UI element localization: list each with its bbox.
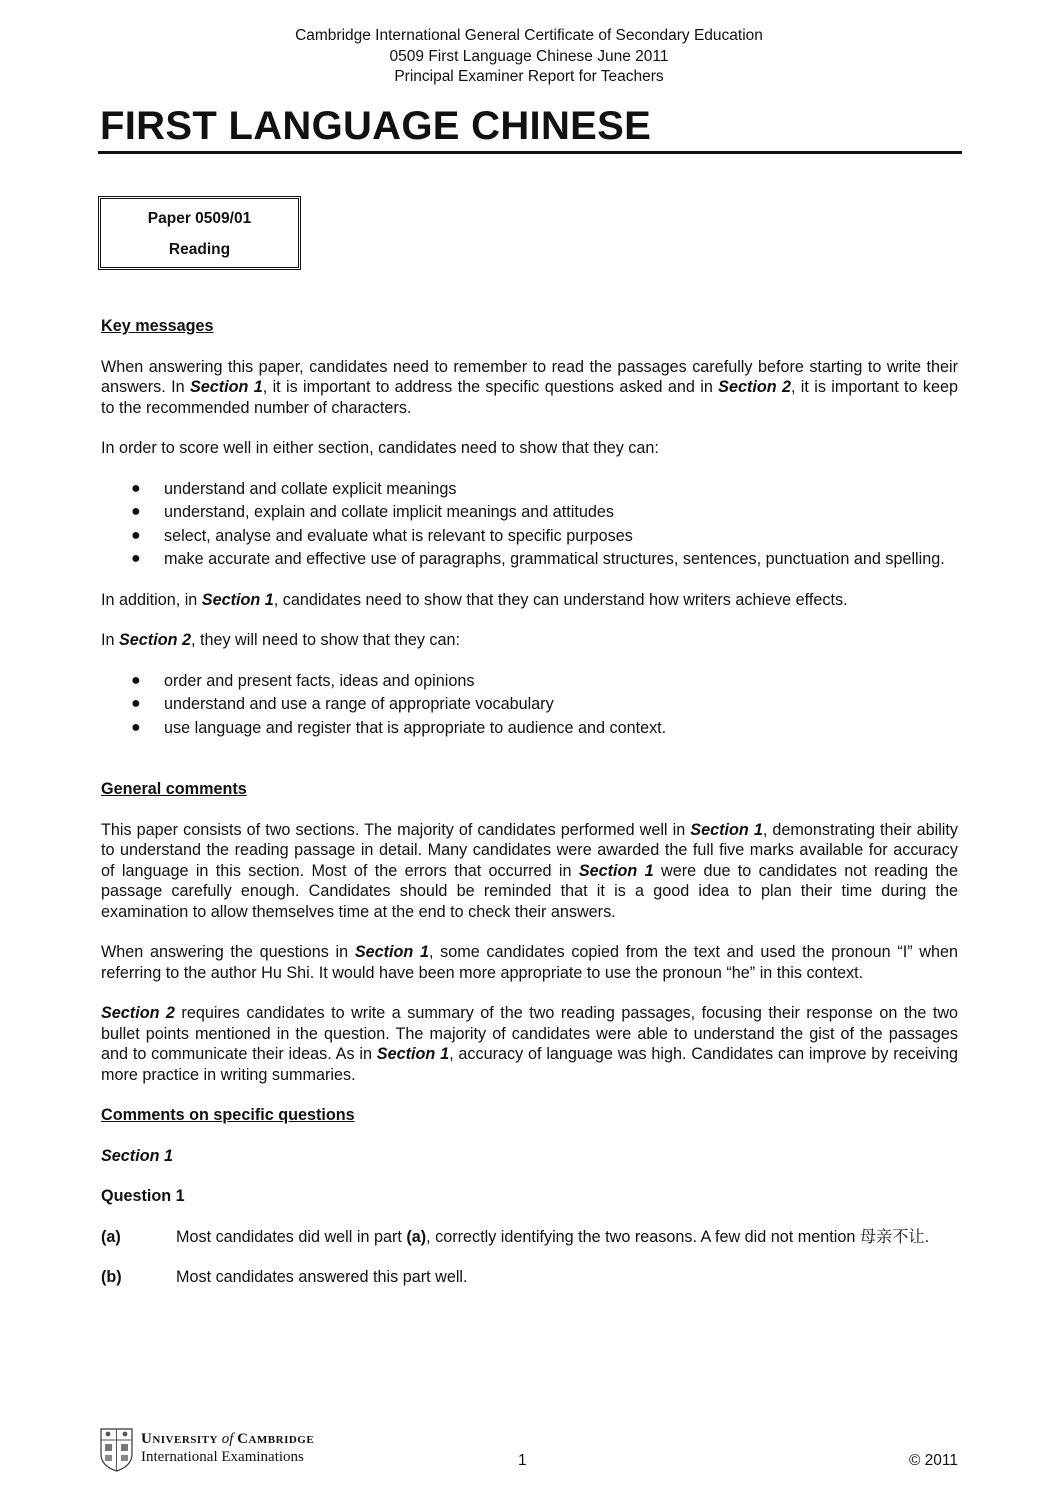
title-divider xyxy=(98,151,962,154)
part-b-comment: Most candidates answered this part well. xyxy=(176,1268,468,1286)
skills-list-2 xyxy=(101,671,958,739)
section-ref: Section 1 xyxy=(201,590,274,609)
text-run: , it is important to keep to the recommended number of characters. xyxy=(101,378,958,417)
bullet-icon: ● xyxy=(131,718,141,736)
text-run: , accuracy of language was high. Candidates can improve by receiving more practice in writing summaries. xyxy=(101,1045,958,1084)
text-run: In xyxy=(101,631,119,649)
question-part-b xyxy=(101,1267,958,1288)
logo-line-1 xyxy=(141,1430,314,1448)
text-run: , demonstrating their ability to understand the reading passage in detail. Many candidates were awarded the full five marks available for accuracy of language in this section. Most of the errors that occurred in xyxy=(101,820,958,880)
cambridge-logo xyxy=(100,1428,314,1472)
general-comments-paragraph-1 xyxy=(101,820,958,923)
bullet-icon: ● xyxy=(131,671,141,689)
logo-word: University xyxy=(141,1431,218,1447)
text-run: , some candidates copied from the text and used the pronoun “I” when referring to the author Hu Shi. It would have been more appropriate to use the pronoun “he” in this context. xyxy=(101,943,958,982)
section-ref: Section 1 xyxy=(189,378,263,396)
section-1-heading: Section 1 xyxy=(101,1146,173,1165)
key-messages-paragraph-4 xyxy=(101,630,958,651)
text-run: This paper consists of two sections. The majority of candidates performed well in xyxy=(101,820,691,839)
text-run: Most candidates did well in part xyxy=(176,1227,407,1246)
copyright-notice: © 2011 xyxy=(908,1452,958,1469)
key-messages-heading: Key messages xyxy=(101,317,214,335)
question-part-a xyxy=(101,1227,958,1248)
text-run: , it is important to address the specific questions asked and in xyxy=(262,378,719,396)
logo-word: of xyxy=(221,1431,234,1447)
section-ref: Section 2 xyxy=(119,631,191,649)
key-messages-paragraph-1 xyxy=(101,357,958,419)
bullet-icon: ● xyxy=(131,503,141,520)
part-label: (b) xyxy=(101,1268,122,1286)
header-line-3: Principal Examiner Report for Teachers xyxy=(394,68,664,85)
text-run: , candidates need to show that they can understand how writers achieve effects. xyxy=(273,590,848,609)
report-header xyxy=(0,26,1058,88)
text-run: In addition, in xyxy=(101,590,202,609)
list-item xyxy=(101,502,958,523)
list-item-text: make accurate and effective use of paragraphs, grammatical structures, sentences, punctuation and spelling. xyxy=(164,550,945,568)
text-run: were due to candidates not reading the passage carefully enough. Candidates should be reminded that it is a good idea to plan their time during the examination to allow themselves time at the end to check their answers. xyxy=(101,861,959,921)
section-ref: Section 1 xyxy=(578,861,654,880)
list-item xyxy=(101,671,958,692)
specific-questions-heading: Comments on specific questions xyxy=(101,1106,355,1124)
section-ref: Section 1 xyxy=(354,943,429,961)
text-run: , they will need to show that they can: xyxy=(190,631,461,649)
logo-wordmark xyxy=(141,1430,314,1466)
paper-code: Paper 0509/01 xyxy=(147,210,252,227)
list-item-text: use language and register that is appropriate to audience and context. xyxy=(164,718,667,737)
general-comments-paragraph-3 xyxy=(101,1003,958,1085)
list-item xyxy=(101,549,958,570)
question-1-heading: Question 1 xyxy=(101,1187,185,1205)
text-run: , correctly identifying the two reasons. A few did not mention 母亲不让. xyxy=(426,1227,930,1246)
list-item xyxy=(101,694,958,715)
text-run: When answering this paper, candidates need to remember to read the passages carefully before starting to write their answers. In xyxy=(101,357,958,396)
list-item-text: understand and collate explicit meanings xyxy=(164,479,457,498)
part-ref: (a) xyxy=(406,1227,427,1246)
list-item-text: understand and use a range of appropriate vocabulary xyxy=(164,695,554,713)
section-ref: Section 2 xyxy=(101,1004,175,1022)
bullet-icon: ● xyxy=(131,526,141,544)
key-messages-paragraph-3 xyxy=(101,590,958,611)
section-ref: Section 2 xyxy=(718,378,791,396)
part-label: (a) xyxy=(101,1227,121,1246)
paper-info-box xyxy=(98,196,301,270)
page-title: FIRST LANGUAGE CHINESE xyxy=(100,104,652,148)
section-ref: Section 1 xyxy=(690,820,763,839)
list-item-text: select, analyse and evaluate what is relevant to specific purposes xyxy=(164,526,633,545)
list-item-text: understand, explain and collate implicit meanings and attitudes xyxy=(164,503,614,521)
skills-list-1 xyxy=(101,479,958,570)
list-item-text: order and present facts, ideas and opinions xyxy=(164,671,475,690)
bullet-icon: ● xyxy=(131,695,141,712)
text-run: When answering the questions in xyxy=(101,943,355,961)
key-messages-paragraph-2: In order to score well in either section, candidates need to show that they can: xyxy=(101,439,659,457)
text-run: requires candidates to write a summary of the two reading passages, focusing their response on the two bullet points mentioned in the question. The majority of candidates were able to understand the gist of the passages and to communicate their ideas. As in xyxy=(101,1004,959,1063)
report-body xyxy=(101,316,958,1308)
logo-line-2: International Examinations xyxy=(141,1449,304,1465)
bullet-icon: ● xyxy=(131,550,141,567)
page-number: 1 xyxy=(518,1452,527,1469)
logo-word: Cambridge xyxy=(237,1431,315,1447)
header-line-2: 0509 First Language Chinese June 2011 xyxy=(389,47,669,65)
list-item xyxy=(101,479,958,500)
general-comments-heading: General comments xyxy=(101,780,247,798)
paper-name: Reading xyxy=(168,241,231,258)
bullet-icon: ● xyxy=(131,479,141,497)
list-item xyxy=(101,526,958,547)
cambridge-crest-icon xyxy=(100,1428,133,1472)
header-line-1: Cambridge International General Certificate of Secondary Education xyxy=(295,27,763,44)
section-ref: Section 1 xyxy=(376,1045,450,1063)
part-a-comment xyxy=(176,1227,958,1248)
general-comments-paragraph-2 xyxy=(101,942,958,983)
list-item xyxy=(101,718,958,739)
